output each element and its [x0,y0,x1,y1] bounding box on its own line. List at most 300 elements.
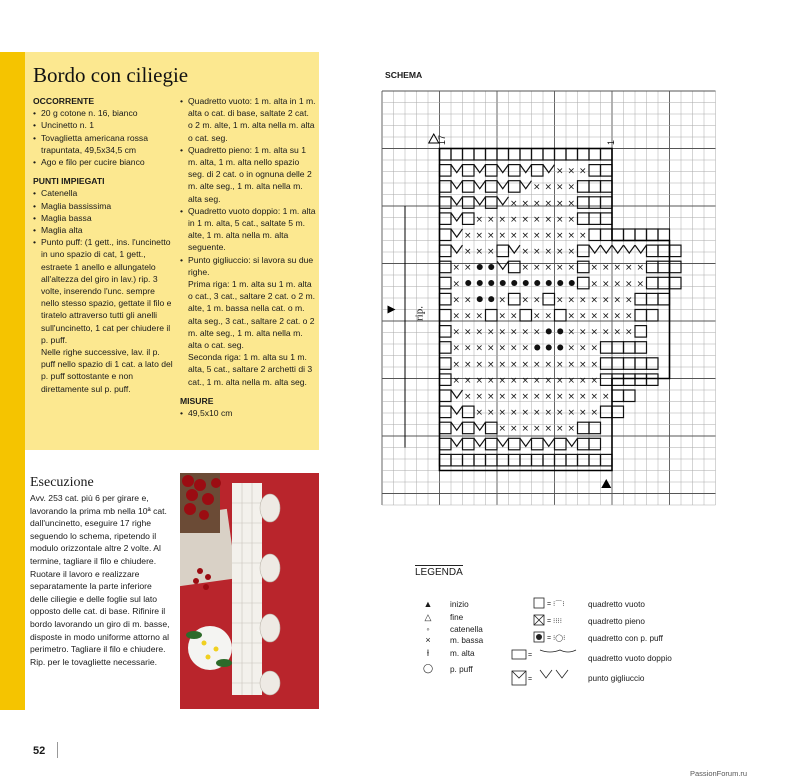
watermark: PassionForum.ru [690,769,748,778]
chart-mark: × [567,263,576,274]
chart-mark: × [579,392,587,402]
esecuzione-text: Avv. 253 cat. più 6 per girare e, lavorando la prima mb nella 10ª cat. dall'uncinetto, eseguire 17 righe seguendo lo schema, ripetendo il modulo orizzontale altre 2 volte. Al termine, tagliare il filo e chiudere. Ruotare il lavoro e realizzare separatamente la parte inferiore delle ciliegie e delle foglie sul lato opposto delle cat. di base. Rifinire il bordo lavorando un giro di m. basse, disposte in modo uniforme attorno al perimetro. Tagliare il filo e chiudere. Rip. per le tovagliette necessarie. [30,493,170,667]
chart-mark [451,181,463,189]
chart-cell [578,454,590,466]
chart-mark: × [613,295,622,306]
chart-mark: × [498,214,507,225]
chart-mark: × [590,279,599,290]
list-item: • Quadretto pieno: 1 m. alta su 1 m. alta, 1 m. alta nello spazio seg. di 2 cat. o in ognuna delle 2 m. alte seg., 1 m. alta nella m. alta seg. [180,144,316,205]
chart-mark [488,296,494,302]
chart-mark: × [556,263,564,274]
chart-mark: × [544,247,553,258]
chart-mark: × [464,359,472,370]
chart-mark: × [533,182,541,193]
chart-mark: × [556,408,564,419]
chart-cell [612,358,624,370]
legend-symbols-icon [510,594,590,694]
chart-mark [477,280,483,286]
chart-mark: × [556,247,564,258]
chart-mark: × [510,359,518,370]
chart-cell [601,165,613,177]
single-crochet-icon: × [425,635,431,645]
chart-mark: × [521,392,530,402]
chart-cell [601,149,613,161]
chart-cell [474,149,486,161]
chart-mark [465,280,471,286]
chart-mark: × [464,392,472,402]
chart-mark: × [510,392,518,402]
legenda-title: LEGENDA [415,567,463,578]
chart-cell [486,149,498,161]
chart-mark: × [544,424,553,435]
list-item: • Uncinetto n. 1 [33,119,173,131]
chart-cell [612,390,624,402]
chart-mark: × [533,359,541,370]
chart-mark: × [533,231,541,241]
chart-mark: × [487,327,495,338]
chart-mark: × [498,231,507,241]
page-number: 52 [33,745,46,757]
legenda-heading [415,567,463,578]
chart-mark: × [533,247,541,258]
list-item: • 49,5x10 cm [180,407,316,419]
chart-cell [463,454,475,466]
chart-mark: × [544,375,553,386]
chart-mark: × [544,392,553,402]
chart-cell [520,454,532,466]
chart-mark: × [452,279,461,290]
chart-mark: × [579,166,587,177]
chart-mark: × [625,327,633,338]
chart-mark [497,181,509,189]
legend-label: m. alta [450,649,475,658]
row-label-start: 1 [606,140,616,146]
chart-mark: × [567,295,576,306]
chart-mark: × [544,182,553,193]
chart-mark: × [521,214,530,225]
chart-cell [497,245,509,257]
chart-cell [635,342,647,354]
chart-mark: × [602,295,610,306]
chart-cell [578,149,590,161]
chart-mark: × [464,343,472,354]
chart-mark: × [452,263,461,274]
chart-mark [477,296,483,302]
chart-mark [474,422,486,430]
crochet-chart [370,85,730,540]
chart-mark: × [579,375,587,386]
chart-cell [463,438,475,450]
chart-cell [601,374,613,386]
chart-cell [635,374,647,386]
chart-mark: × [498,375,507,386]
chart-cell [601,229,613,241]
chart-cell [474,454,486,466]
chart-cell [532,454,544,466]
chart-mark: × [533,198,541,209]
chart-cell [589,422,601,434]
materials-column-left [33,95,173,395]
chart-mark [534,280,540,286]
chart-cell [578,438,590,450]
legend-label: m. bassa [450,636,484,645]
chart-mark: × [567,231,576,241]
chart-mark: × [464,231,472,241]
chart-mark: × [521,263,530,274]
chart-cell [463,406,475,418]
chart-cell [670,277,682,289]
chart-mark: × [556,214,564,225]
double-crochet-icon: ƚ [427,648,429,658]
chart-mark: × [567,327,576,338]
puff-stitch-icon: ◯ [422,663,434,673]
repeat-arrow [388,306,396,314]
chart-cell [486,197,498,209]
chart-mark: × [521,408,530,419]
chart-mark: × [498,327,507,338]
chart-mark: × [579,327,587,338]
chart-mark: × [521,295,530,306]
chart-mark: × [590,327,599,338]
chart-cell [497,149,509,161]
chart-cell [543,149,555,161]
list-item: • Maglia bassa [33,212,173,224]
chart-cell [589,181,601,193]
chart-cell [601,197,613,209]
chart-cell [647,229,659,241]
chart-mark: × [544,214,553,225]
chart-mark: × [475,327,484,338]
chart-mark: × [521,375,530,386]
chart-cell [463,181,475,193]
chart-mark: × [567,375,576,386]
chart-cell [440,149,452,161]
legend-label: punto gigliuccio [588,674,645,683]
chart-mark [520,181,532,189]
list-item: • Quadretto vuoto: 1 m. alta in 1 m. alta o cat. di base, saltate 2 cat. o 2 m. alte, 1 m. alta nella m. alta o cat. seg. [180,95,316,144]
chart-mark: × [510,343,518,354]
chart-mark: × [556,392,564,402]
chart-mark: × [567,343,576,354]
chart-mark: × [498,311,507,322]
chart-cell [601,454,613,466]
chart-mark [474,438,486,446]
chart-cell [440,390,452,402]
chart-mark [543,438,555,446]
chart-mark [546,280,552,286]
chart-mark: × [510,231,518,241]
chart-mark: × [567,214,576,225]
chart-mark: × [556,166,564,177]
svg-text:=: = [528,652,533,659]
chart-mark: × [567,182,576,193]
chart-mark: × [533,424,541,435]
chart-mark: × [590,359,599,370]
chart-mark [488,280,494,286]
chart-mark [497,197,509,205]
chart-mark [511,280,517,286]
chart-cell [589,438,601,450]
legend-label: quadretto pieno [588,617,645,626]
chart-mark: × [510,424,518,435]
chart-mark: × [487,408,495,419]
chart-mark: × [533,408,541,419]
chart-cell [624,229,636,241]
chart-mark [534,344,540,350]
chart-mark: × [556,182,564,193]
chart-cell [463,422,475,434]
chart-mark: × [533,214,541,225]
chart-mark: × [521,343,530,354]
chart-cell [440,197,452,209]
chart-mark: × [544,359,553,370]
chart-mark: × [625,279,633,290]
chart-mark [569,280,575,286]
chart-cell [486,438,498,450]
chart-cell [451,149,463,161]
chart-cell [601,358,613,370]
chart-mark: × [510,375,518,386]
chart-cell [647,374,659,386]
chart-mark [477,264,483,270]
list-item: • Quadretto vuoto doppio: 1 m. alta in 1 m. alta, 5 cat., saltate 5 m. alte, 1 m. alta nella m. alta seguente. [180,205,316,254]
chart-mark: × [533,327,541,338]
chart-mark: × [556,359,564,370]
chart-mark: × [464,263,472,274]
chart-mark: × [475,359,484,370]
chart-cell [463,149,475,161]
svg-text:= ⁝◯⁝: = ⁝◯⁝ [547,635,566,642]
chart-cell [647,358,659,370]
list-item: Prima riga: 1 m. alta su 1 m. alta o cat., 3 cat., saltare 2 cat. o 2 m. alte, 1 m. bassa nella cat. o m. alta seg., 3 cat., saltare 2 cat. o 2 m. alte seg., 1 m. alta nella m. alta o cat. seg. [188,279,316,351]
chart-mark: × [487,359,495,370]
chart-mark [546,328,552,334]
chart-mark: × [579,295,587,306]
chart-mark: × [452,311,461,322]
chart-mark: × [533,263,541,274]
chart-cell [440,310,452,322]
chart-mark [451,229,463,237]
chart-cell [647,277,659,289]
chart-mark: × [625,295,633,306]
chart-mark: × [602,392,610,402]
chart-mark: × [533,375,541,386]
chart-cell [635,326,647,338]
chart-mark: × [498,408,507,419]
chart-mark: × [475,408,484,419]
chart-mark: × [533,392,541,402]
chart-mark: × [510,311,518,322]
chart-mark [488,264,494,270]
chart-mark: × [464,327,472,338]
chart-mark [520,438,532,446]
misure-heading: MISURE [180,395,214,406]
svg-text:= ⁝⌒⁝: = ⁝⌒⁝ [547,601,565,608]
punti-heading: PUNTI IMPIEGATI [33,176,105,187]
row-label-end: 17 [437,135,448,146]
chart-mark: × [556,375,564,386]
chart-mark: × [510,327,518,338]
chart-mark: × [487,375,495,386]
chart-mark: × [487,231,495,241]
chart-mark [557,328,563,334]
chart-mark: × [475,247,484,258]
chart-mark: × [487,214,495,225]
list-item: • Maglia alta [33,224,173,236]
legend-label: quadretto con p. puff [588,634,663,643]
start-marker [601,479,611,488]
chart-mark: × [613,279,622,290]
chart-cell [463,197,475,209]
chart-mark: × [533,311,541,322]
chart-cell [440,261,452,273]
chart-mark: × [590,295,599,306]
list-item: Seconda riga: 1 m. alta su 1 m. alta, 5 cat., saltare 2 archetti di 3 cat., 1 m. alta nella m. alta seg. [188,352,313,387]
chart-mark [474,197,486,205]
chart-cell [486,165,498,177]
chart-cell [647,261,659,273]
chart-mark: × [590,263,599,274]
chart-cell [520,310,532,322]
chart-cell [440,438,452,450]
esecuzione-heading: Esecuzione [30,475,94,490]
chart-mark: × [510,408,518,419]
chart-mark: × [567,424,576,435]
chart-cell [578,261,590,273]
chart-mark: × [533,295,541,306]
chart-mark: × [590,392,599,402]
svg-text:=: = [528,676,533,683]
chart-mark: × [567,392,576,402]
chart-mark [523,280,529,286]
page-title: Bordo con ciliegie [33,63,189,87]
chart-mark [557,280,563,286]
chart-cell [509,454,521,466]
chart-mark: × [475,392,484,402]
chart-mark: × [567,359,576,370]
chart-mark: × [590,343,599,354]
chart-mark [566,438,578,446]
chart-mark: × [567,408,576,419]
chart-cell [520,149,532,161]
chart-mark: × [590,408,599,419]
chart-cell [509,293,521,305]
chart-mark: × [579,408,587,419]
chart-mark: × [521,359,530,370]
chart-cell [440,229,452,241]
chart-cell [532,438,544,450]
chart-mark: × [452,343,461,354]
chart-cell [670,245,682,257]
chart-mark: × [567,198,576,209]
chart-cell [497,454,509,466]
chart-cell [440,326,452,338]
chart-mark: × [464,295,472,306]
chart-cell [589,229,601,241]
chart-mark: × [475,311,484,322]
chart-cell [486,454,498,466]
chart-mark: × [544,198,553,209]
chart-cell [612,342,624,354]
product-photo [180,473,319,709]
chart-cell [440,358,452,370]
chart-mark: × [544,408,553,419]
chart-cell [440,374,452,386]
chart-mark: × [567,311,576,322]
chart-mark: × [579,231,587,241]
chart-cell [440,422,452,434]
chart-cell [624,390,636,402]
legend-label: quadretto vuoto doppio [588,654,672,663]
chart-cell [566,454,578,466]
chart-cell [566,149,578,161]
chart-mark: × [636,279,645,290]
chart-cell [555,310,567,322]
chart-mark [451,390,463,398]
chart-cell [601,213,613,225]
chart-mark: × [498,424,507,435]
chart-mark: × [590,375,599,386]
chart-mark [451,438,463,446]
legend-label: quadretto vuoto [588,600,645,609]
chart-mark: × [464,375,472,386]
occorrente-heading: OCCORRENTE [33,96,95,106]
chart-mark: × [521,198,530,209]
chart-cell [589,165,601,177]
chart-mark: × [521,231,530,241]
chart-mark: × [556,424,564,435]
chart-cell [624,374,636,386]
chart-mark: × [498,295,507,306]
chart-cell [658,277,670,289]
chart-cell [658,261,670,273]
chart-cell [589,454,601,466]
chart-cell [612,229,624,241]
chart-cell [509,165,521,177]
chart-cell [635,293,647,305]
chart-cell [555,149,567,161]
chart-cell [658,245,670,257]
chart-mark: × [556,198,564,209]
chart-mark: × [625,311,633,322]
chart-mark: × [498,359,507,370]
chart-cell [509,181,521,193]
chart-mark: × [544,311,553,322]
chart-mark [451,422,463,430]
chart-mark: × [452,327,461,338]
chart-cell [440,406,452,418]
list-item: • Ago e filo per cucire bianco [33,156,173,168]
chart-mark [474,181,486,189]
chart-cell [670,261,682,273]
chart-mark: × [613,327,622,338]
chart-mark: × [556,295,564,306]
chart-cell [532,149,544,161]
chart-grid [370,85,730,535]
chart-cell [589,213,601,225]
chart-mark: × [521,247,530,258]
chart-mark: × [602,279,610,290]
chart-mark: × [613,263,622,274]
chart-cell [486,310,498,322]
chart-cell [543,293,555,305]
chart-cell [555,454,567,466]
chart-cell [578,181,590,193]
chart-cell [543,454,555,466]
chart-mark: × [602,327,610,338]
legend-label: fine [450,613,464,622]
legend-label: inizio [450,600,469,609]
